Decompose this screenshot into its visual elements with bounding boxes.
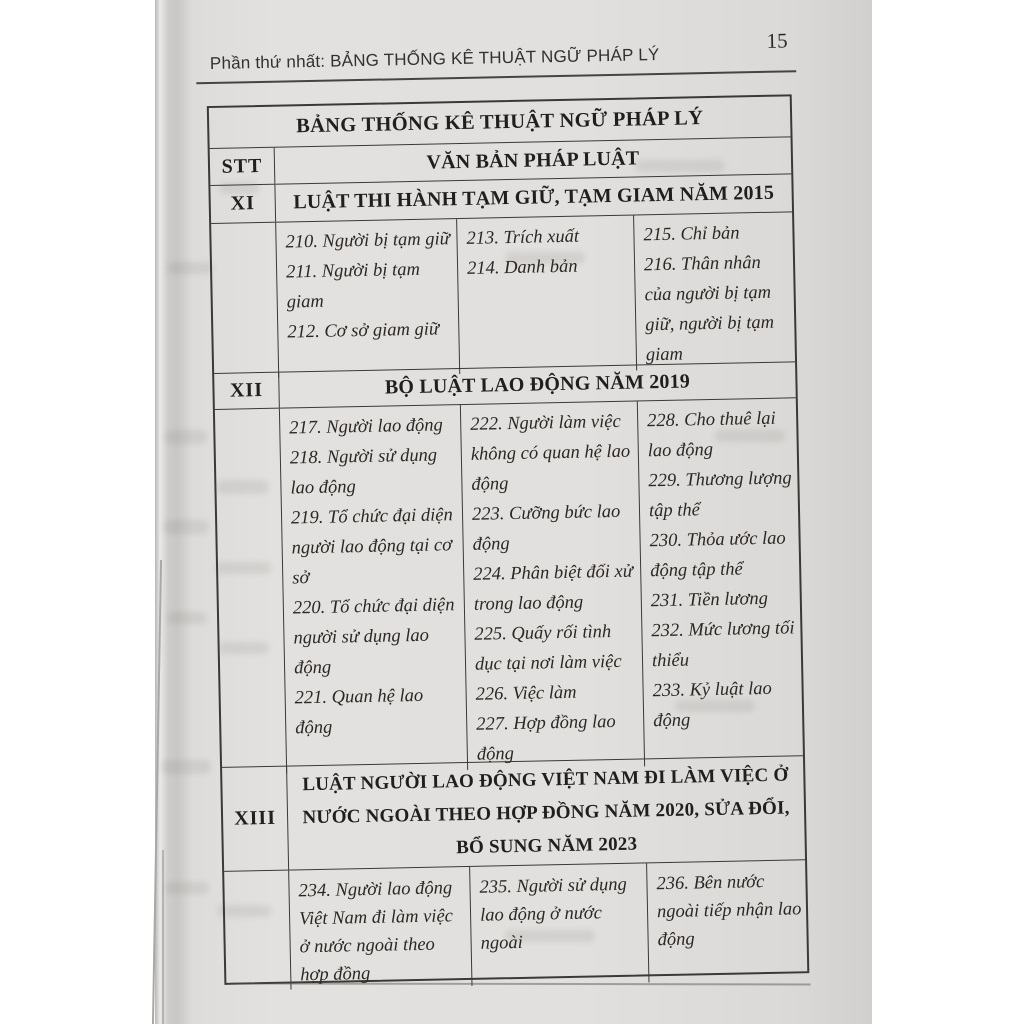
term-item: 228. Cho thuê lại lao động <box>647 408 776 462</box>
term-item: 222. Người làm việc không có quan hệ lao động <box>470 411 631 495</box>
section-law-title: BỘ LUẬT LAO ĐỘNG NĂM 2019 <box>278 362 796 407</box>
term-item: 235. Người sử dụng lao động ở nước ngoài <box>479 874 627 954</box>
running-head-title: Phần thứ nhất: BẢNG THỐNG KÊ THUẬT NGỮ PHÁP LÝ <box>209 44 660 74</box>
column-header-stt: STT <box>221 154 263 178</box>
terms-column <box>633 212 795 370</box>
stt-spacer-cell <box>215 409 286 775</box>
term-item: 214. Danh bản <box>466 256 578 279</box>
page-content <box>145 0 882 1031</box>
term-item: 223. Cưỡng bức lao động <box>471 501 621 555</box>
term-item: 212. Cơ sở giam giữ <box>287 319 440 343</box>
section-body-xiii <box>224 859 807 986</box>
terms-column <box>456 216 636 375</box>
section-law-title: LUẬT THI HÀNH TẠM GIỮ, TẠM GIAM NĂM 2015 <box>274 174 792 221</box>
term-item: 224. Phân biệt đối xử trong lao động <box>473 561 634 615</box>
term-item: 229. Thương lượng tập thể <box>648 468 792 522</box>
term-item: 233. Kỷ luật lao động <box>652 678 773 732</box>
term-item: 227. Hợp đồng lao động <box>476 711 616 765</box>
term-item: 230. Thỏa ước lao động tập thể <box>649 528 786 582</box>
table-title: BẢNG THỐNG KÊ THUẬT NGỮ PHÁP LÝ <box>295 106 704 137</box>
section-law-title: LUẬT NGƯỜI LAO ĐỘNG VIỆT NAM ĐI LÀM VIỆC Ở NƯỚC NGOÀI THEO HỢP ĐỒNG NĂM 2020, SỬA ĐỔI, BỔ SUNG NĂM 2023 <box>286 756 805 869</box>
terms-column <box>288 867 471 990</box>
term-item: 211. Người bị tạm giam <box>285 259 421 313</box>
term-item: 226. Việc làm <box>475 682 577 705</box>
section-body-xii <box>215 397 803 767</box>
terms-column <box>279 405 467 774</box>
terms-column <box>460 402 644 770</box>
book-page-photo <box>155 0 872 1024</box>
term-item: 232. Mức lương tối thiểu <box>651 618 795 672</box>
term-item: 220. Tổ chức đại diện người sử dụng lao động <box>292 595 455 679</box>
term-item: 218. Người sử dụng lao động <box>289 445 438 499</box>
term-item: 236. Bên nước ngoài tiếp nhận lao động <box>656 872 802 951</box>
term-item: 217. Người lao động <box>289 415 444 439</box>
term-item: 231. Tiền lương <box>650 588 769 612</box>
section-number: XI <box>230 192 256 215</box>
term-item: 219. Tổ chức đại diện người lao động tại cơ sở <box>290 505 453 589</box>
term-item: 225. Quấy rối tình dục tại nơi làm việc <box>474 622 622 675</box>
terms-column <box>646 860 807 982</box>
terms-column <box>275 219 459 378</box>
legal-terms-table <box>207 94 810 985</box>
column-header-docs: VĂN BẢN PHÁP LUẬT <box>274 137 792 183</box>
terms-column <box>637 398 803 766</box>
term-item: 215. Chỉ bản <box>643 223 740 246</box>
section-number: XII <box>229 379 264 402</box>
term-item: 216. Thân nhân của người bị tạm giữ, người bị tạm giam <box>643 252 775 366</box>
section-body-xi <box>211 211 795 373</box>
terms-column <box>469 863 648 986</box>
section-header-xiii <box>222 755 805 871</box>
stt-spacer-cell <box>224 871 290 991</box>
stt-spacer-cell <box>211 223 278 379</box>
term-item: 221. Quan hệ lao động <box>294 685 424 739</box>
term-item: 234. Người lao động Việt Nam đi làm việc ở nước ngoài theo hợp đồng <box>298 878 454 986</box>
section-number: XIII <box>233 806 277 830</box>
term-item: 210. Người bị tạm giữ <box>285 229 450 253</box>
page-number: 15 <box>766 28 788 53</box>
term-item: 213. Trích xuất <box>466 226 580 249</box>
